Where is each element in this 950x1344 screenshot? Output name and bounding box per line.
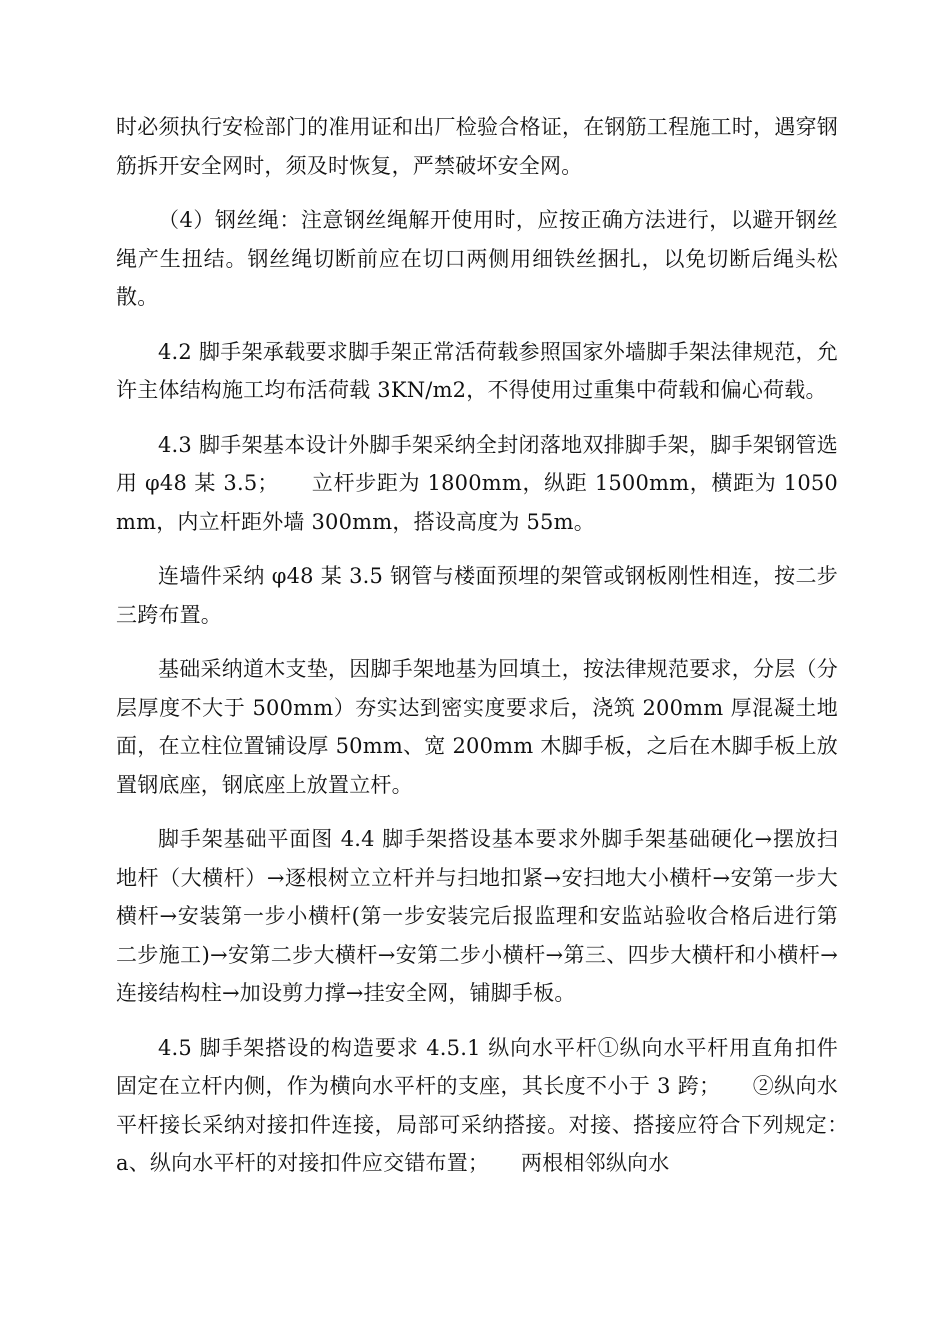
document-body: [116, 108, 860, 1199]
paragraph-scaffold-design: 4.3 脚手架基本设计外脚手架采纳全封闭落地双排脚手架，脚手架钢管选用 φ48 某 3.5； 立杆步距为 1800mm，纵距 1500mm，横距为 1050mm，内立杆距外墙 300mm，搭设高度为 55m。: [116, 432, 838, 534]
paragraph-foundation: 基础采纳道木支垫，因脚手架地基为回填土，按法律规范要求，分层（分层厚度不大于 500mm）夯实达到密实度要求后，浇筑 200mm 厚混凝土地面，在立柱位置铺设厚 50mm、宽 200mm 木脚手板，之后在木脚手板上放置钢底座，钢底座上放置立杆。: [116, 657, 838, 797]
paragraph-wire-rope: （4）钢丝绳：注意钢丝绳解开使用时，应按正确方法进行，以避开钢丝绳产生扭结。钢丝绳切断前应在切口两侧用细铁丝捆扎，以免切断后绳头松散。: [116, 208, 838, 309]
paragraph-scaffold-load: 4.2 脚手架承载要求脚手架正常活荷载参照国家外墙脚手架法律规范，允许主体结构施工均布活荷载 3KN/m2，不得使用过重集中荷载和偏心荷载。: [116, 339, 838, 402]
paragraph-erection-sequence: 脚手架基础平面图 4.4 脚手架搭设基本要求外脚手架基础硬化→摆放扫地杆（大横杆）→逐根树立立杆并与扫地扣紧→安扫地大小横杆→安第一步大横杆→安装第一步小横杆(第一步安装完后报监理和安监站验收合格后进行第二步施工)→安第二步大横杆→安第二步小横杆→第三、四步大横杆和小横杆→连接结构柱→加设剪力撑→挂安全网，铺脚手板。: [116, 827, 838, 1005]
paragraph-continued-safety-net: 时必须执行安检部门的准用证和出厂检验合格证，在钢筋工程施工时，遇穿钢筋拆开安全网时，须及时恢复，严禁破坏安全网。: [116, 115, 838, 178]
paragraph-construction-requirements: 4.5 脚手架搭设的构造要求 4.5.1 纵向水平杆①纵向水平杆用直角扣件固定在立杆内侧，作为横向水平杆的支座，其长度不小于 3 跨； ②纵向水平杆接长采纳对接扣件连接，局部可采纳搭接。对接、搭接应符合下列规定： a、纵向水平杆的对接扣件应交错布置； 两根相邻纵向水: [116, 1035, 860, 1175]
paragraph-wall-ties: 连墙件采纳 φ48 某 3.5 钢管与楼面预埋的架管或钢板刚性相连，按二步三跨布置。: [116, 564, 838, 627]
